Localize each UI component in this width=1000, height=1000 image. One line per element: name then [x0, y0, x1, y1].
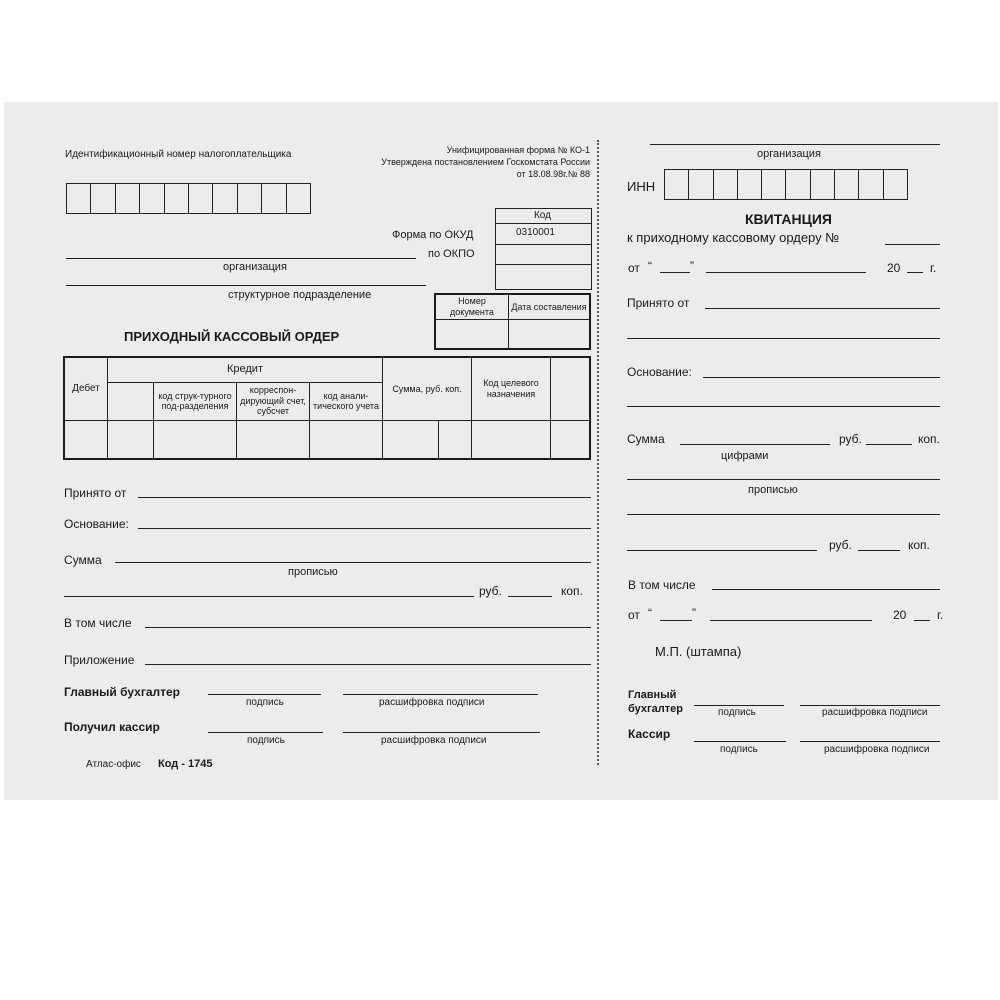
- including-label: В том числе: [64, 616, 132, 630]
- okpo-label: по ОКПО: [428, 248, 475, 260]
- doc-number-header: Номер документа: [435, 294, 509, 319]
- in-words-caption-receipt: прописью: [748, 484, 798, 496]
- chief-accountant-label: Главный бухгалтер: [64, 685, 181, 699]
- inn-cell[interactable]: [738, 170, 762, 199]
- inn-cells[interactable]: [664, 169, 908, 200]
- from-label-2: от: [628, 608, 640, 622]
- amount-words-line-receipt-2[interactable]: [627, 514, 940, 515]
- id-cell[interactable]: [67, 184, 91, 213]
- basis-line[interactable]: [138, 528, 591, 529]
- okud-label: Форма по ОКУД: [392, 229, 474, 241]
- amount-words-line-receipt[interactable]: [627, 479, 940, 480]
- receipt-subtitle: к приходному кассовому ордеру №: [627, 230, 840, 245]
- organization-caption: организация: [223, 261, 287, 273]
- month-line-2[interactable]: [710, 620, 872, 621]
- organization-caption-receipt: организация: [757, 148, 821, 160]
- inn-cell[interactable]: [884, 170, 907, 199]
- inn-cell[interactable]: [714, 170, 738, 199]
- cashier-signature-line[interactable]: [208, 732, 323, 733]
- form-note-1: Унифицированная форма № КО-1: [446, 145, 590, 155]
- amount-words-line-receipt-3[interactable]: [627, 550, 817, 551]
- including-line-receipt[interactable]: [712, 589, 940, 590]
- purpose-code-header: Код целевого назначения: [472, 357, 551, 420]
- doc-number-cell[interactable]: [435, 319, 509, 349]
- inn-cell[interactable]: [811, 170, 835, 199]
- product-code-label: Код - 1745: [158, 758, 213, 770]
- received-from-line[interactable]: [138, 497, 591, 498]
- chief-accountant-label-receipt: Главный: [628, 689, 677, 701]
- attachment-label: Приложение: [64, 653, 135, 667]
- received-from-line-receipt[interactable]: [705, 308, 940, 309]
- structural-unit-line[interactable]: [66, 285, 426, 286]
- basis-line-receipt-2[interactable]: [627, 406, 940, 407]
- credit-sub-analytic: код анали-тического учета: [310, 382, 383, 420]
- okud-value: 0310001: [516, 227, 555, 238]
- inn-cell[interactable]: [786, 170, 810, 199]
- rub-label: руб.: [479, 584, 502, 598]
- doc-date-cell[interactable]: [509, 319, 591, 349]
- basis-label: Основание:: [64, 517, 129, 531]
- sum-kop-cell[interactable]: [439, 420, 472, 459]
- doc-date-header: Дата составления: [509, 294, 591, 319]
- organization-line-receipt[interactable]: [650, 144, 940, 145]
- year-line-2[interactable]: [914, 620, 930, 621]
- perforation-line: [597, 140, 599, 765]
- form-note-2: Утверждена постановлением Госкомстата России: [381, 157, 590, 167]
- including-label-receipt: В том числе: [628, 578, 696, 592]
- from-label: от: [628, 261, 640, 275]
- kop-label: коп.: [561, 584, 583, 598]
- account-cell[interactable]: [237, 420, 310, 459]
- structural-unit-caption: структурное подразделение: [228, 289, 372, 301]
- stamp-label: М.П. (штампа): [655, 644, 742, 659]
- cashier-decoding-line-receipt[interactable]: [800, 741, 940, 742]
- debit-header: Дебет: [64, 357, 108, 420]
- day-line[interactable]: [660, 272, 690, 273]
- cashier-label-receipt: Кассир: [628, 727, 671, 741]
- amount-words-line[interactable]: [64, 596, 474, 597]
- chief-accountant-decoding-line-receipt[interactable]: [800, 705, 940, 706]
- ledger-table: [63, 356, 591, 460]
- amount-label-receipt: Сумма: [627, 432, 665, 446]
- cashier-decoding-line[interactable]: [343, 732, 540, 733]
- signature-decoding-caption: расшифровка подписи: [381, 735, 487, 746]
- including-line[interactable]: [145, 627, 591, 628]
- inn-cell[interactable]: [665, 170, 689, 199]
- code-header: Код: [533, 210, 551, 221]
- id-cell[interactable]: [91, 184, 115, 213]
- year-line[interactable]: [907, 272, 923, 273]
- purpose-code-cell[interactable]: [472, 420, 551, 459]
- attachment-line[interactable]: [145, 664, 591, 665]
- signature-caption: подпись: [247, 735, 285, 746]
- id-cell[interactable]: [287, 184, 310, 213]
- received-from-label-receipt: Принято от: [627, 296, 690, 310]
- inn-cell[interactable]: [859, 170, 883, 199]
- received-from-label: Принято от: [64, 486, 127, 500]
- cashier-signature-line-receipt[interactable]: [694, 741, 786, 742]
- order-number-line[interactable]: [885, 244, 940, 245]
- chief-accountant-signature-line[interactable]: [208, 694, 321, 695]
- sum-rub-cell[interactable]: [383, 420, 439, 459]
- taxpayer-id-label: Идентификационный номер налогоплательщика: [65, 149, 292, 160]
- id-cell[interactable]: [116, 184, 140, 213]
- basis-line-receipt[interactable]: [703, 377, 940, 378]
- publisher-label: Атлас-офис: [86, 759, 141, 770]
- id-cell[interactable]: [165, 184, 189, 213]
- inn-cell[interactable]: [762, 170, 786, 199]
- id-cell[interactable]: [238, 184, 262, 213]
- amount-label: Сумма: [64, 553, 102, 567]
- chief-accountant-signature-line-receipt[interactable]: [694, 705, 784, 706]
- doc-number-date-table: [434, 293, 591, 350]
- amount-kopek-line-2[interactable]: [858, 550, 900, 551]
- day-line-2[interactable]: [660, 620, 692, 621]
- page-title: ПРИХОДНЫЙ КАССОВЫЙ ОРДЕР: [124, 329, 340, 344]
- cashier-label: Получил кассир: [64, 720, 160, 734]
- received-from-line-receipt-2[interactable]: [627, 338, 940, 339]
- basis-label-receipt: Основание:: [627, 365, 692, 379]
- unit-code-cell[interactable]: [154, 420, 237, 459]
- in-words-caption: прописью: [288, 566, 338, 578]
- credit-sub-account: корреспон-дирующий счет, субсчет: [237, 382, 310, 420]
- id-cell[interactable]: [262, 184, 286, 213]
- sum-header: Сумма, руб. коп.: [383, 357, 472, 420]
- analytic-cell[interactable]: [310, 420, 383, 459]
- kopek-line[interactable]: [508, 596, 552, 597]
- taxpayer-id-cells[interactable]: [66, 183, 311, 214]
- amount-line[interactable]: [115, 562, 591, 563]
- chief-accountant-decoding-line[interactable]: [343, 694, 538, 695]
- amount-figures-line[interactable]: [680, 444, 830, 445]
- receipt-title: КВИТАНЦИЯ: [745, 211, 832, 227]
- inn-label: ИНН: [627, 179, 656, 194]
- debit-cell[interactable]: [64, 420, 108, 459]
- credit-header: Кредит: [108, 357, 383, 382]
- credit-sub-unit: код струк-турного под-разделения: [154, 382, 237, 420]
- id-cell[interactable]: [140, 184, 164, 213]
- month-line[interactable]: [706, 272, 866, 273]
- id-cell[interactable]: [213, 184, 237, 213]
- inn-cell[interactable]: [835, 170, 859, 199]
- signature-decoding-caption: расшифровка подписи: [379, 697, 485, 708]
- form-note-3: от 18.08.98г.№ 88: [516, 169, 590, 179]
- signature-caption: подпись: [246, 697, 284, 708]
- in-figures-caption: цифрами: [721, 450, 769, 462]
- organization-line[interactable]: [66, 258, 416, 259]
- inn-cell[interactable]: [689, 170, 713, 199]
- id-cell[interactable]: [189, 184, 213, 213]
- amount-kopek-line[interactable]: [866, 444, 912, 445]
